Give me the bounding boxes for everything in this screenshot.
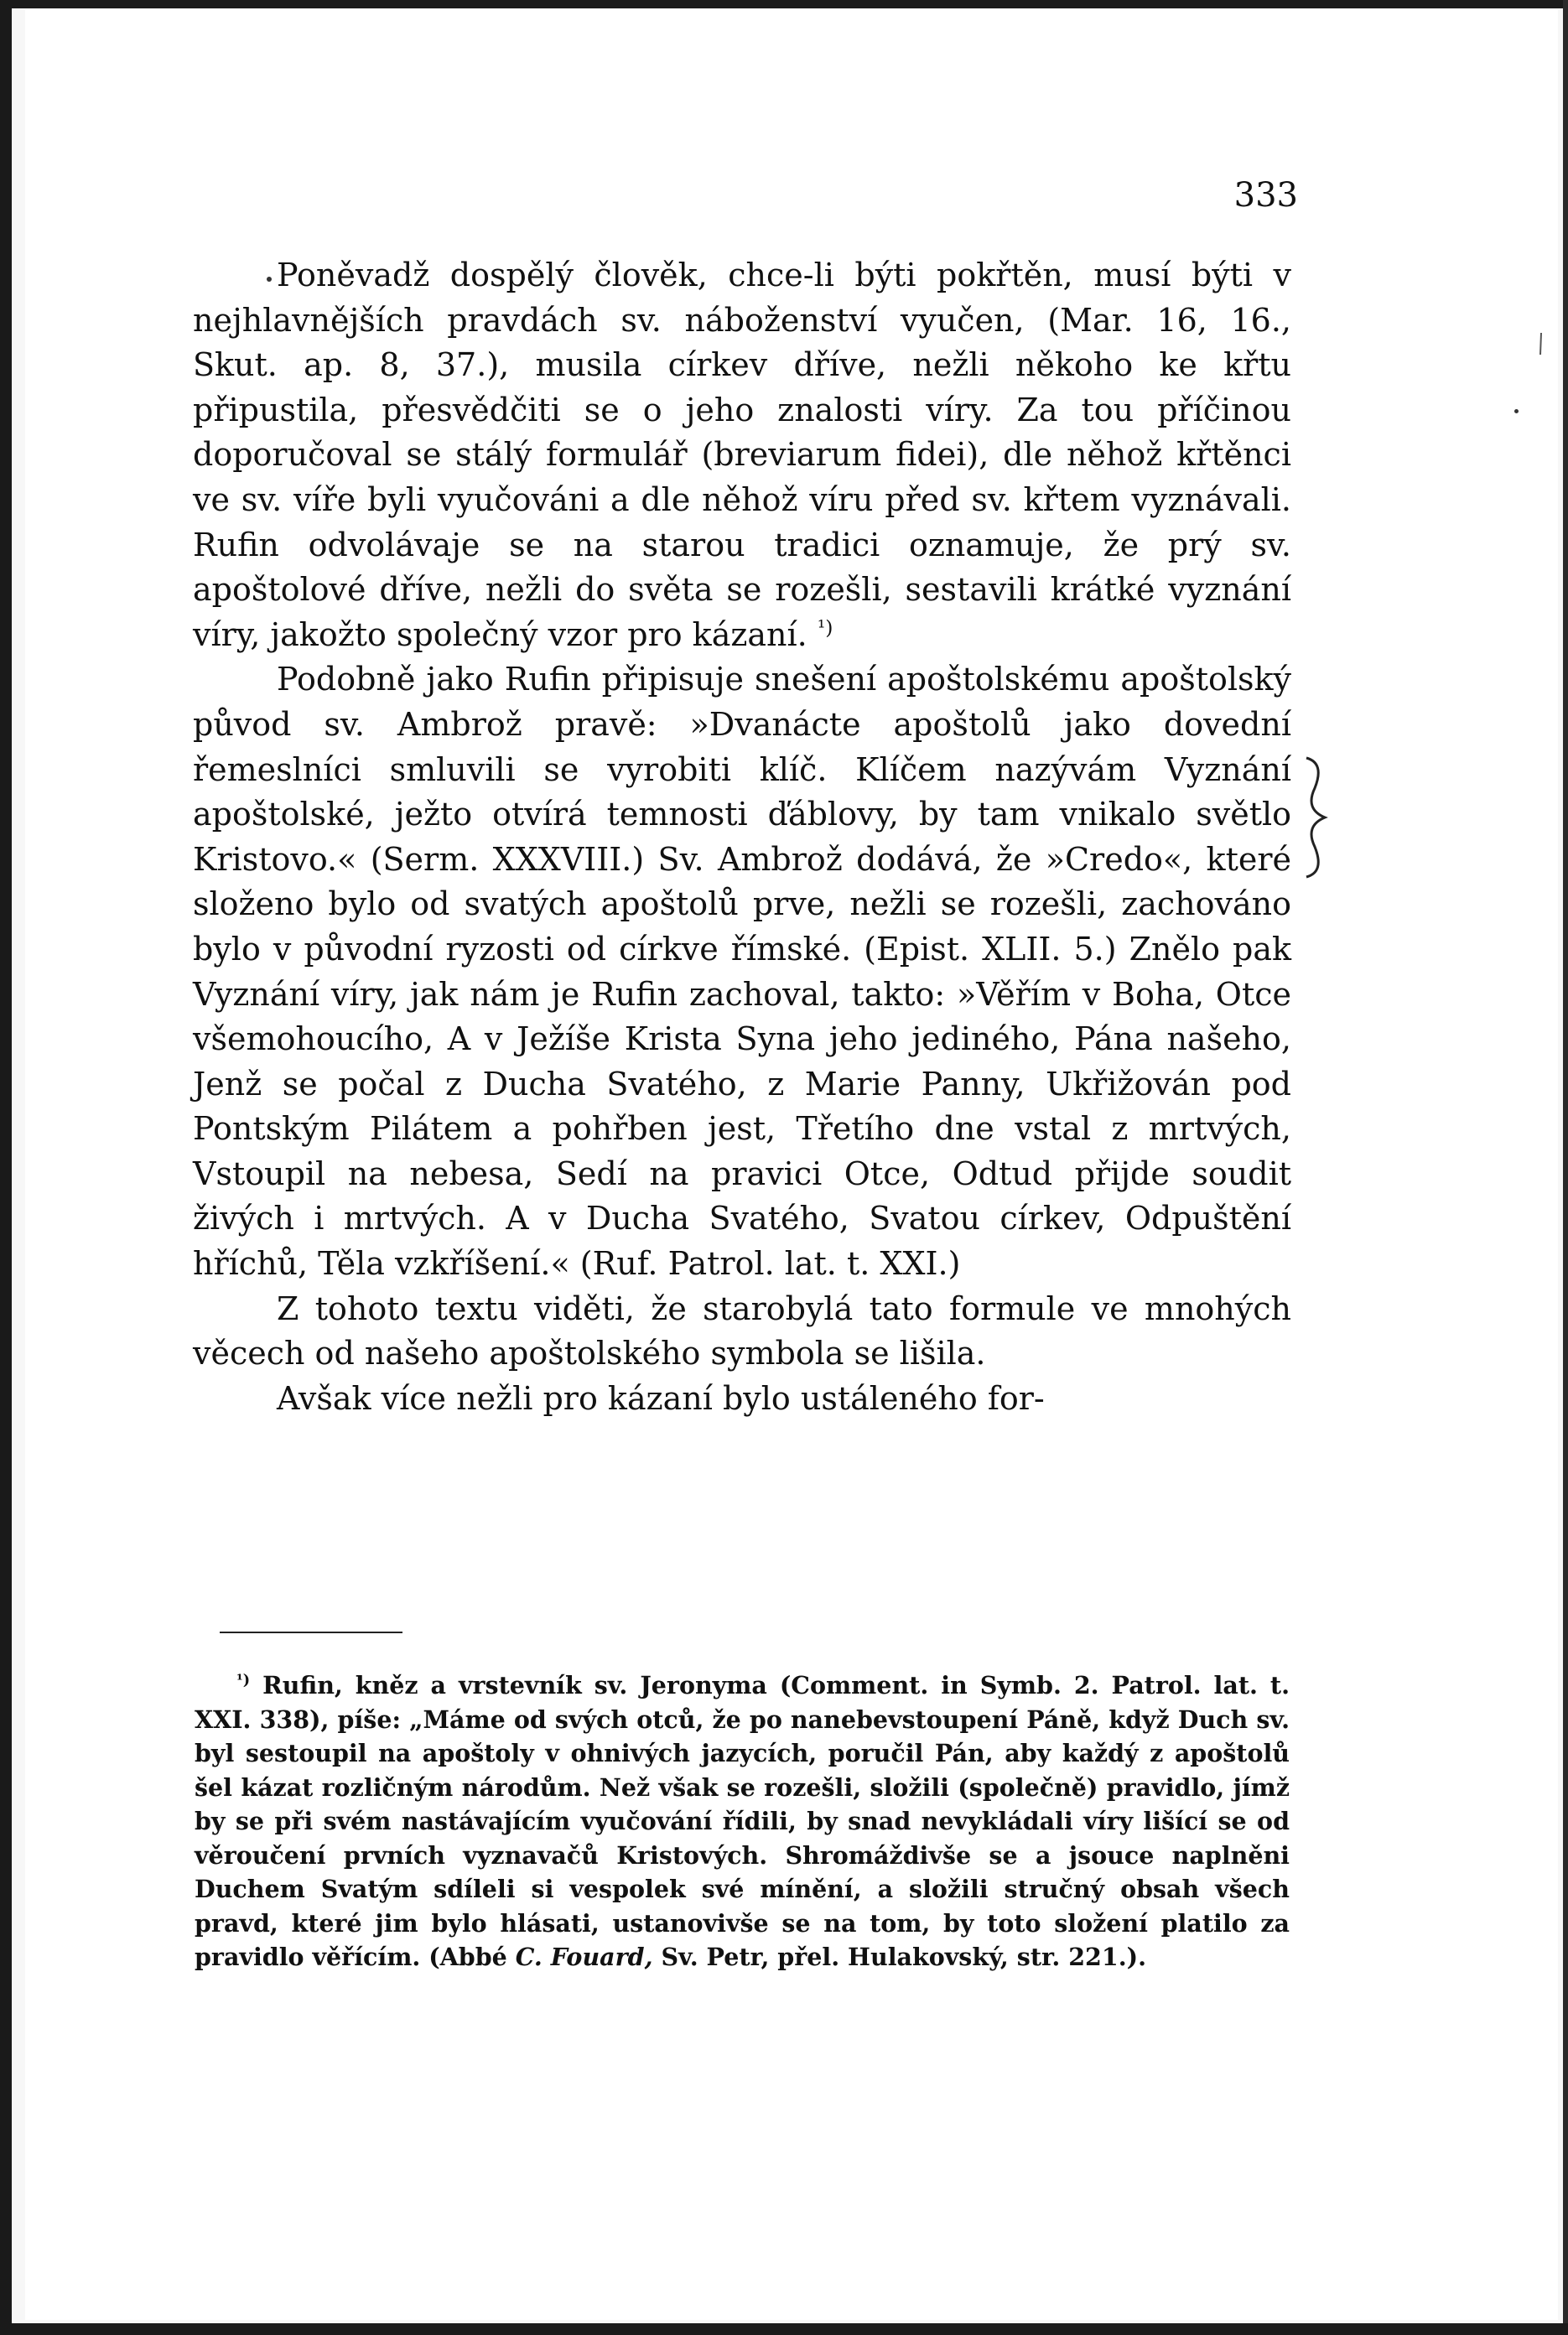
footnote-paragraph xyxy=(195,1668,1290,1974)
scan-speck xyxy=(267,277,272,282)
footnote-text: Rufin, kněz a vrstevník sv. Jeronyma (Comment. in Symb. 2. Patrol. lat. t. XXI. 338), píše: „Máme od svých otců, že po nanebevstoupení Páně, když Duch sv. byl sestoupil na apoštoly v ohnivých jazycích, poručil Pán, aby každý z apoštolů šel kázat rozličným národům. Než však se rozešli, složili (společně) pravidlo, jímž by se při svém nastávajícím vyučování řídili, by snad nevykládali víry lišící se od věroučení prvních vyznavačů Kristových. Shromáždivše se a jsouce naplněni Duchem Svatým sdíleli si vespolek své mínění, a složili stručný obsah všech pravd, které jim bylo hlásati, ustanovivše se na tom, by toto složení platilo za pravidlo věřícím. (Abbé xyxy=(195,1671,1290,1971)
paragraph-1-text: Poněvadž dospělý člověk, chce-li býti pokřtěn, musí býti v nejhlavnějších pravdách sv. náboženství vyučen, (Mar. 16, 16., Skut. ap. 8, 37.), musila církev dříve, nežli někoho ke křtu připustila, přesvědčiti se o jeho znalosti víry. Za tou příčinou doporučoval se stálý formulář (breviarum fidei), dle něhož křtěnci ve sv. víře byli vyučováni a dle něhož víru před sv. křtem vyznávali. Rufin odvolávaje se na starou tradici oznamuje, že prý sv. apoštolové dříve, nežli do světa se rozešli, sestavili krátké vyznání víry, jakožto společný vzor pro kázaní. xyxy=(193,257,1291,653)
paragraph-3: Z tohoto textu viděti, že starobylá tato formule ve mnohých věcech od našeho apoštolského symbola se lišila. xyxy=(193,1289,1291,1372)
page-number: 333 xyxy=(1233,176,1298,215)
scan-edge-bottom xyxy=(0,2323,1568,2335)
footnote-source: Sv. Petr, přel. Hulakovský, str. 221.). xyxy=(661,1943,1147,1971)
paragraph-4: Avšak více nežli pro kázaní bylo ustáleného for- xyxy=(277,1379,1045,1417)
scan-edge-left xyxy=(0,0,12,2335)
scan-speck xyxy=(1514,409,1519,413)
scan-edge-right xyxy=(1563,0,1568,2335)
footnote xyxy=(195,1668,1290,1974)
footnote-author: C. Fouard, xyxy=(515,1943,653,1971)
footnote-divider xyxy=(220,1632,402,1633)
paragraph-1 xyxy=(193,253,1291,657)
paragraph-2: Podobně jako Rufin připisuje snešení apoštolskému apoštolský původ sv. Ambrož pravě: »Dvanácte apoštolů jako dovední řemeslníci smluvili se vyrobiti klíč. Klíčem nazývám Vyznání apoštolské, ježto otvírá temnosti ďáblovy, by tam vnikalo světlo Kristovo.« (Serm. XXXVIII.) Sv. Ambrož dodává, že »Credo«, které složeno bylo od svatých apoštolů prve, nežli se rozešli, zachováno bylo v původní ryzosti od církve římské. (Epist. XLII. 5.) Znělo pak Vyznání víry, jak nám je Rufin zachoval, takto: »Věřím v Boha, Otce všemohoucího, A v Ježíše Krista Syna jeho jediného, Pána našeho, Jenž se počal z Ducha Svatého, z Marie Panny, Ukřižován pod Pontským Pilátem a pohřben jest, Třetího dne vstal z mrtvých, Vstoupil na nebesa, Sedí na pravici Otce, Odtud přijde soudit živých i mrtvých. A v Ducha Svatého, Svatou církev, Odpuštění hříchů, Těla vzkříšení.« (Ruf. Patrol. lat. t. XXI.) xyxy=(193,661,1291,1283)
margin-pencil-mark xyxy=(1539,331,1544,356)
margin-brace-mark xyxy=(1300,755,1333,880)
scan-edge-top xyxy=(0,0,1568,8)
main-text xyxy=(193,253,1291,1421)
footnote-marker: ¹) xyxy=(236,1671,251,1689)
footnote-reference: ¹) xyxy=(817,615,833,640)
